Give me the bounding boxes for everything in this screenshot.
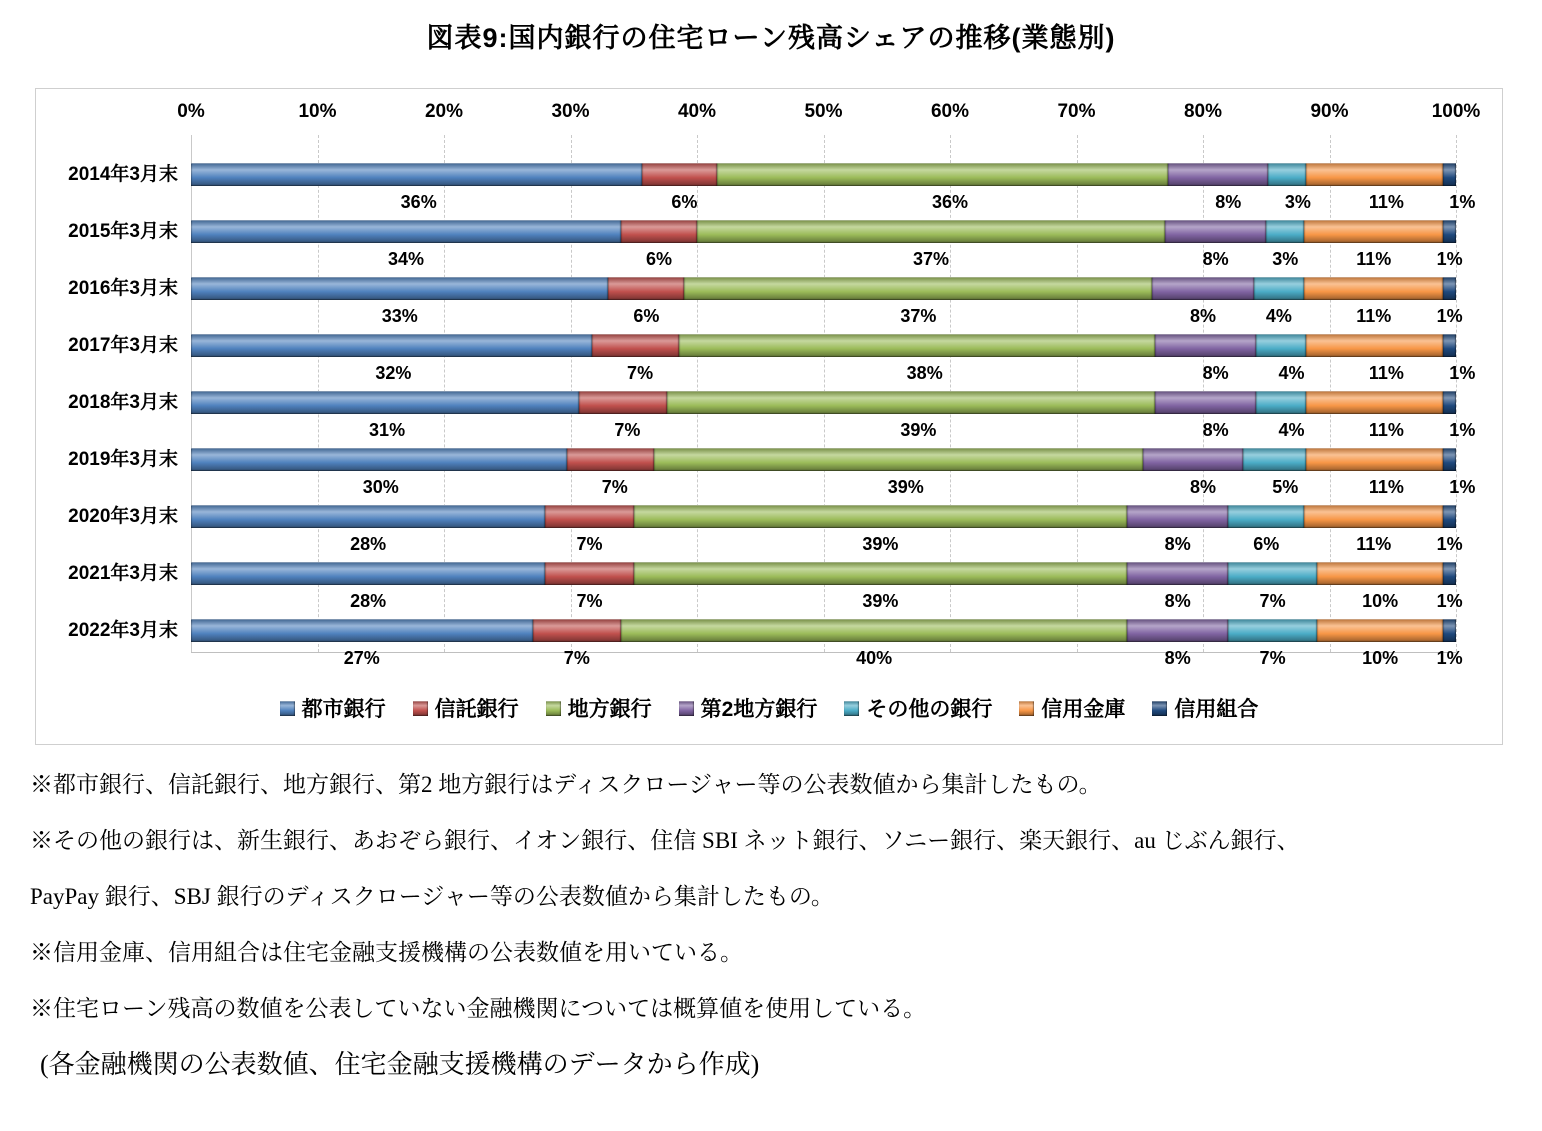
- bar-segment-2: [579, 391, 667, 414]
- stacked-bar: [191, 277, 1456, 300]
- bar-segment-1: [191, 448, 567, 471]
- category-label: 2015年3月末: [68, 221, 178, 242]
- bar-segment-5: [1228, 562, 1317, 585]
- value-label: 8%: [1189, 477, 1217, 497]
- legend-item: [844, 693, 992, 723]
- bar-segment-3: [634, 562, 1127, 585]
- bar-segment-4: [1155, 334, 1255, 357]
- x-axis-tick: 50%: [804, 101, 843, 122]
- legend-swatch: [546, 701, 561, 716]
- legend-item: [1152, 693, 1258, 723]
- stacked-bar: [191, 163, 1456, 186]
- legend-item: [1019, 693, 1125, 723]
- bar-segment-1: [191, 334, 592, 357]
- x-axis-tick: 40%: [677, 101, 717, 122]
- legend-item: [679, 693, 818, 723]
- bar-segment-4: [1143, 448, 1243, 471]
- bar-segment-2: [608, 277, 684, 300]
- stacked-bar: [191, 619, 1456, 642]
- bar-segment-3: [667, 391, 1155, 414]
- bar-segment-5: [1266, 220, 1304, 243]
- category-label: 2021年3月末: [68, 563, 178, 584]
- value-label: 10%: [1362, 648, 1399, 668]
- bar-segment-2: [545, 562, 634, 585]
- bar-segment-7: [1443, 163, 1456, 186]
- x-axis-tick: 70%: [1057, 101, 1096, 122]
- value-label: 30%: [362, 477, 399, 497]
- legend-swatch: [1152, 701, 1167, 716]
- value-label: 27%: [343, 648, 380, 668]
- bar-segment-4: [1127, 619, 1228, 642]
- value-label: 1%: [1436, 306, 1463, 326]
- bar-segment-4: [1168, 163, 1268, 186]
- bar-segment-7: [1443, 505, 1456, 528]
- value-label: 7%: [601, 477, 628, 497]
- value-label: 36%: [931, 192, 969, 212]
- value-label: 4%: [1265, 306, 1292, 326]
- legend-item: [280, 693, 386, 723]
- value-label: 37%: [913, 249, 950, 269]
- bar-segment-7: [1443, 391, 1456, 414]
- value-label: 39%: [887, 477, 924, 497]
- footnote: ※都市銀行、信託銀行、地方銀行、第2 地方銀行はディスクロージャー等の公表数値から集計したもの。: [30, 772, 1102, 797]
- value-label: 8%: [1164, 534, 1191, 554]
- bar-segment-2: [621, 220, 697, 243]
- bar-segment-7: [1443, 277, 1456, 300]
- value-label: 7%: [614, 420, 641, 440]
- stacked-bar: [191, 448, 1456, 471]
- bar-segment-1: [191, 277, 608, 300]
- chart-title: 図表9:国内銀行の住宅ローン残高シェアの推移(業態別): [426, 23, 1116, 53]
- legend-swatch: [1019, 701, 1034, 716]
- bar-segment-6: [1306, 163, 1444, 186]
- value-label: 6%: [633, 306, 660, 326]
- bar-segment-3: [717, 163, 1168, 186]
- category-label: 2016年3月末: [68, 278, 178, 299]
- value-label: 8%: [1164, 591, 1191, 611]
- source-note: (各金融機関の公表数値、住宅金融支援機構のデータから作成): [40, 1050, 760, 1079]
- bar-segment-3: [684, 277, 1152, 300]
- value-label: 32%: [375, 363, 412, 383]
- bar-segment-2: [567, 448, 655, 471]
- value-label: 11%: [1368, 420, 1404, 440]
- stacked-bar: [191, 562, 1456, 585]
- value-label: 8%: [1215, 192, 1242, 212]
- value-label: 4%: [1278, 363, 1305, 383]
- bar-segment-7: [1443, 448, 1456, 471]
- stacked-bar: [191, 391, 1456, 414]
- footnote: ※住宅ローン残高の数値を公表していない金融機関については概算値を使用している。: [30, 996, 927, 1021]
- value-label: 6%: [671, 192, 698, 212]
- bar-segment-2: [592, 334, 680, 357]
- bar-segment-4: [1127, 562, 1228, 585]
- value-label: 8%: [1202, 249, 1229, 269]
- legend-label: 信託銀行: [434, 698, 519, 721]
- legend: [36, 693, 1502, 723]
- bar-segment-1: [191, 562, 545, 585]
- value-label: 11%: [1368, 192, 1404, 212]
- legend-label: 都市銀行: [301, 698, 386, 721]
- bar-segment-1: [191, 505, 545, 528]
- bar-segment-7: [1443, 220, 1456, 243]
- value-label: 8%: [1202, 363, 1229, 383]
- x-axis-tick: 10%: [298, 101, 337, 122]
- bar-segment-6: [1306, 448, 1444, 471]
- category-label: 2019年3月末: [68, 449, 178, 470]
- bar-segment-7: [1443, 334, 1456, 357]
- bar-segment-6: [1317, 562, 1444, 585]
- value-label: 3%: [1284, 192, 1311, 212]
- value-label: 1%: [1436, 591, 1463, 611]
- value-label: 11%: [1368, 477, 1404, 497]
- bar-segment-6: [1304, 505, 1443, 528]
- category-label: 2020年3月末: [68, 506, 178, 527]
- value-label: 1%: [1449, 363, 1476, 383]
- value-label: 8%: [1202, 420, 1229, 440]
- value-label: 36%: [400, 192, 437, 212]
- value-label: 1%: [1449, 477, 1476, 497]
- x-axis-tick: 20%: [424, 101, 464, 122]
- bar-segment-3: [654, 448, 1142, 471]
- value-label: 1%: [1436, 249, 1463, 269]
- bar-segment-2: [545, 505, 634, 528]
- stacked-bar: [191, 334, 1456, 357]
- chart-area: [35, 88, 1503, 745]
- category-label: 2018年3月末: [68, 392, 178, 413]
- category-label: 2014年3月末: [68, 164, 178, 185]
- value-label: 1%: [1449, 192, 1476, 212]
- value-label: 7%: [1259, 591, 1286, 611]
- bar-segment-3: [697, 220, 1165, 243]
- x-axis-tick: 60%: [930, 101, 970, 122]
- x-axis-tick: 90%: [1310, 101, 1349, 122]
- bar-segment-5: [1228, 619, 1317, 642]
- bar-segment-5: [1228, 505, 1304, 528]
- bar-segment-5: [1254, 277, 1305, 300]
- stacked-bar: [191, 220, 1456, 243]
- bar-segment-4: [1152, 277, 1253, 300]
- bar-segment-6: [1304, 220, 1443, 243]
- value-label: 28%: [350, 534, 387, 554]
- bar-segment-7: [1443, 562, 1456, 585]
- value-label: 11%: [1356, 534, 1392, 554]
- legend-label: 信用金庫: [1041, 698, 1126, 721]
- value-label: 1%: [1449, 420, 1476, 440]
- value-label: 7%: [576, 534, 603, 554]
- value-label: 33%: [381, 306, 418, 326]
- value-label: 7%: [563, 648, 590, 668]
- bar-segment-5: [1256, 334, 1306, 357]
- value-label: 6%: [1253, 534, 1280, 554]
- value-label: 39%: [862, 534, 899, 554]
- bar-segment-6: [1317, 619, 1444, 642]
- x-axis-tick: 100%: [1431, 101, 1481, 122]
- bar-segment-6: [1306, 391, 1444, 414]
- value-label: 40%: [856, 648, 893, 668]
- value-label: 1%: [1436, 648, 1463, 668]
- bar-segment-3: [679, 334, 1155, 357]
- legend-swatch: [679, 701, 694, 716]
- value-label: 39%: [862, 591, 899, 611]
- bar-segment-3: [621, 619, 1127, 642]
- bar-segment-3: [634, 505, 1127, 528]
- category-label: 2022年3月末: [68, 620, 178, 641]
- bar-segment-5: [1256, 391, 1306, 414]
- value-label: 4%: [1278, 420, 1305, 440]
- value-label: 11%: [1356, 249, 1392, 269]
- bar-segment-4: [1127, 505, 1228, 528]
- footnotes: [30, 768, 1520, 1104]
- bar-segment-6: [1304, 277, 1443, 300]
- legend-swatch: [844, 701, 859, 716]
- value-label: 34%: [388, 249, 425, 269]
- legend-swatch: [413, 701, 428, 716]
- legend-label: 地方銀行: [567, 698, 652, 721]
- bar-segment-7: [1443, 619, 1456, 642]
- x-axis-tick: 0%: [177, 101, 205, 122]
- value-label: 3%: [1272, 249, 1299, 269]
- legend-label: 信用組合: [1174, 698, 1259, 721]
- bar-segment-2: [533, 619, 622, 642]
- value-label: 7%: [627, 363, 654, 383]
- value-label: 8%: [1189, 306, 1217, 326]
- bar-segment-1: [191, 391, 579, 414]
- x-axis-tick: 80%: [1183, 101, 1223, 122]
- bar-segment-5: [1268, 163, 1306, 186]
- category-label: 2017年3月末: [68, 335, 178, 356]
- bar-segment-6: [1306, 334, 1444, 357]
- bar-segment-1: [191, 163, 642, 186]
- value-label: 6%: [646, 249, 673, 269]
- value-label: 31%: [369, 420, 406, 440]
- value-label: 8%: [1164, 648, 1191, 668]
- legend-label: その他の銀行: [866, 698, 993, 721]
- bar-segment-2: [642, 163, 717, 186]
- legend-item: [413, 693, 519, 723]
- bar-segment-5: [1243, 448, 1306, 471]
- value-label: 7%: [576, 591, 603, 611]
- value-label: 11%: [1368, 363, 1404, 383]
- value-label: 28%: [350, 591, 387, 611]
- legend-swatch: [280, 701, 295, 716]
- footnote: ※その他の銀行は、新生銀行、あおぞら銀行、イオン銀行、住信 SBI ネット銀行、ソニー銀行、楽天銀行、au じぶん銀行、: [30, 828, 1300, 853]
- x-axis-tick: 30%: [551, 101, 590, 122]
- bar-segment-4: [1155, 391, 1255, 414]
- footnote: PayPay 銀行、SBJ 銀行のディスクロージャー等の公表数値から集計したもの。: [30, 884, 834, 909]
- footnote: ※信用金庫、信用組合は住宅金融支援機構の公表数値を用いている。: [30, 940, 743, 965]
- legend-label: 第2地方銀行: [700, 698, 818, 721]
- legend-item: [546, 693, 652, 723]
- value-label: 10%: [1362, 591, 1399, 611]
- value-label: 11%: [1356, 306, 1392, 326]
- value-label: 1%: [1436, 534, 1463, 554]
- bar-segment-4: [1165, 220, 1266, 243]
- value-label: 7%: [1259, 648, 1286, 668]
- value-label: 38%: [906, 363, 943, 383]
- value-label: 37%: [900, 306, 937, 326]
- value-label: 39%: [900, 420, 937, 440]
- bar-segment-1: [191, 619, 533, 642]
- stacked-bar: [191, 505, 1456, 528]
- value-label: 5%: [1272, 477, 1299, 497]
- bar-segment-1: [191, 220, 621, 243]
